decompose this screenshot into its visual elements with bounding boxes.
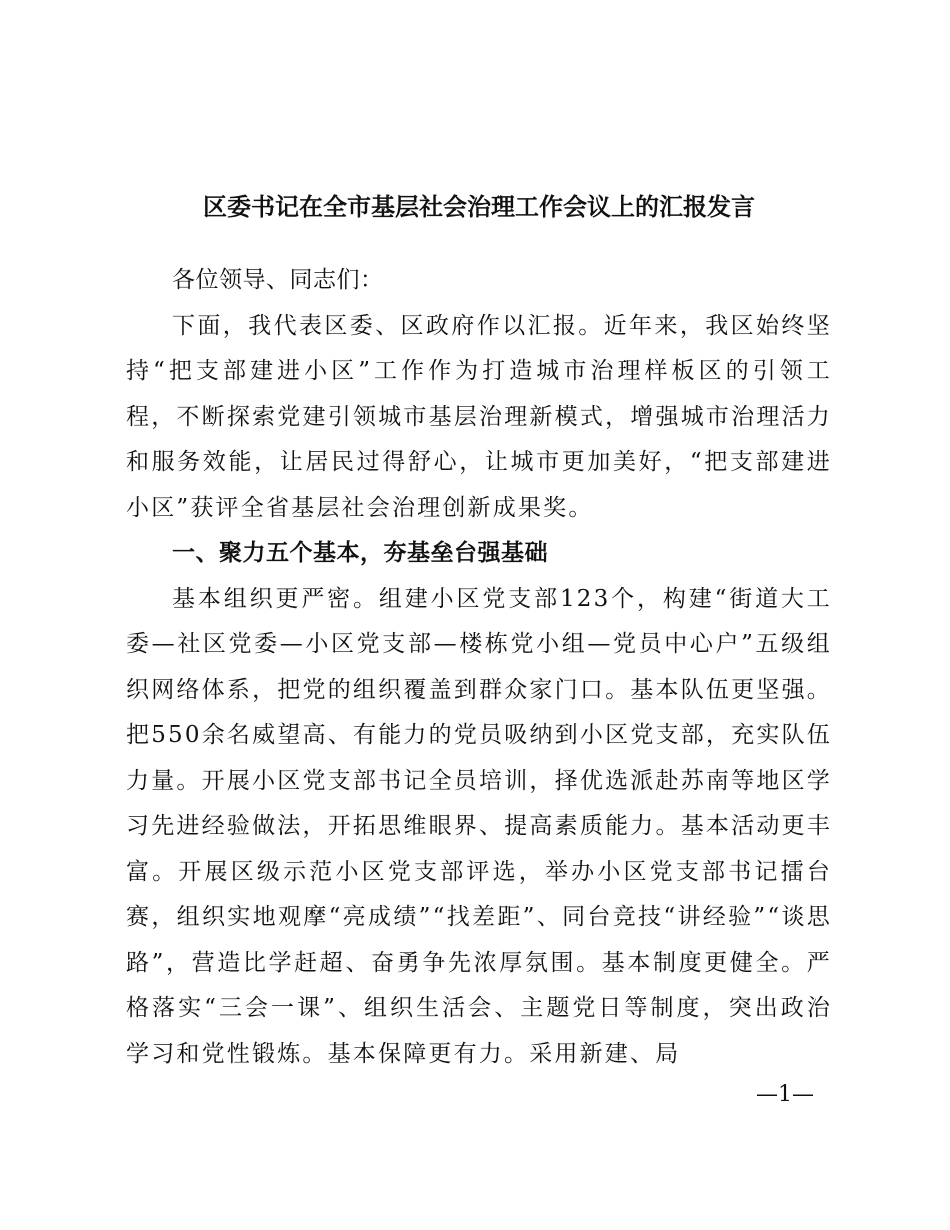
document-body [126,258,832,1077]
greeting-paragraph: 各位领导、同志们： [172,267,384,293]
document-title: 区委书记在全市基层社会治理工作会议上的汇报发言 [203,192,755,221]
intro-paragraph: 下面，我代表区委、区政府作以汇报。近年来，我区始终坚持“把支部建进小区”工作作为打造城市治理样板区的引领工程，不断探索党建引领城市基层治理新模式，增强城市治理活力和服务效能，让居民过得舒心，让城市更加美好，“把支部建进小区”获评全省基层社会治理创新成果奖。 [126,312,832,521]
page-number: —1— [756,1082,814,1107]
section-paragraph: 基本组织更严密。组建小区党支部123个，构建“街道大工委—社区党委—小区党支部—楼栋党小组—党员中心户”五级组织网络体系，把党的组织覆盖到群众家门口。基本队伍更坚强。把550余名威望高、有能力的党员吸纳到小区党支部，充实队伍力量。开展小区党支部书记全员培训，择优选派赴苏南等地区学习先进经验做法，开拓思维眼界、提高素质能力。基本活动更丰富。开展区级示范小区党支部评选，举办小区党支部书记擂台赛，组织实地观摩“亮成绩”“找差距”、同台竞技“讲经验”“谈思路”，营造比学赶超、奋勇争先浓厚氛围。基本制度更健全。严格落实“三会一课”、组织生活会、主题党日等制度，突出政治学习和党性锻炼。基本保障更有力。采用新建、局 [126,585,832,1067]
section-heading: 一、聚力五个基本，夯基垒台强基础 [172,540,548,566]
